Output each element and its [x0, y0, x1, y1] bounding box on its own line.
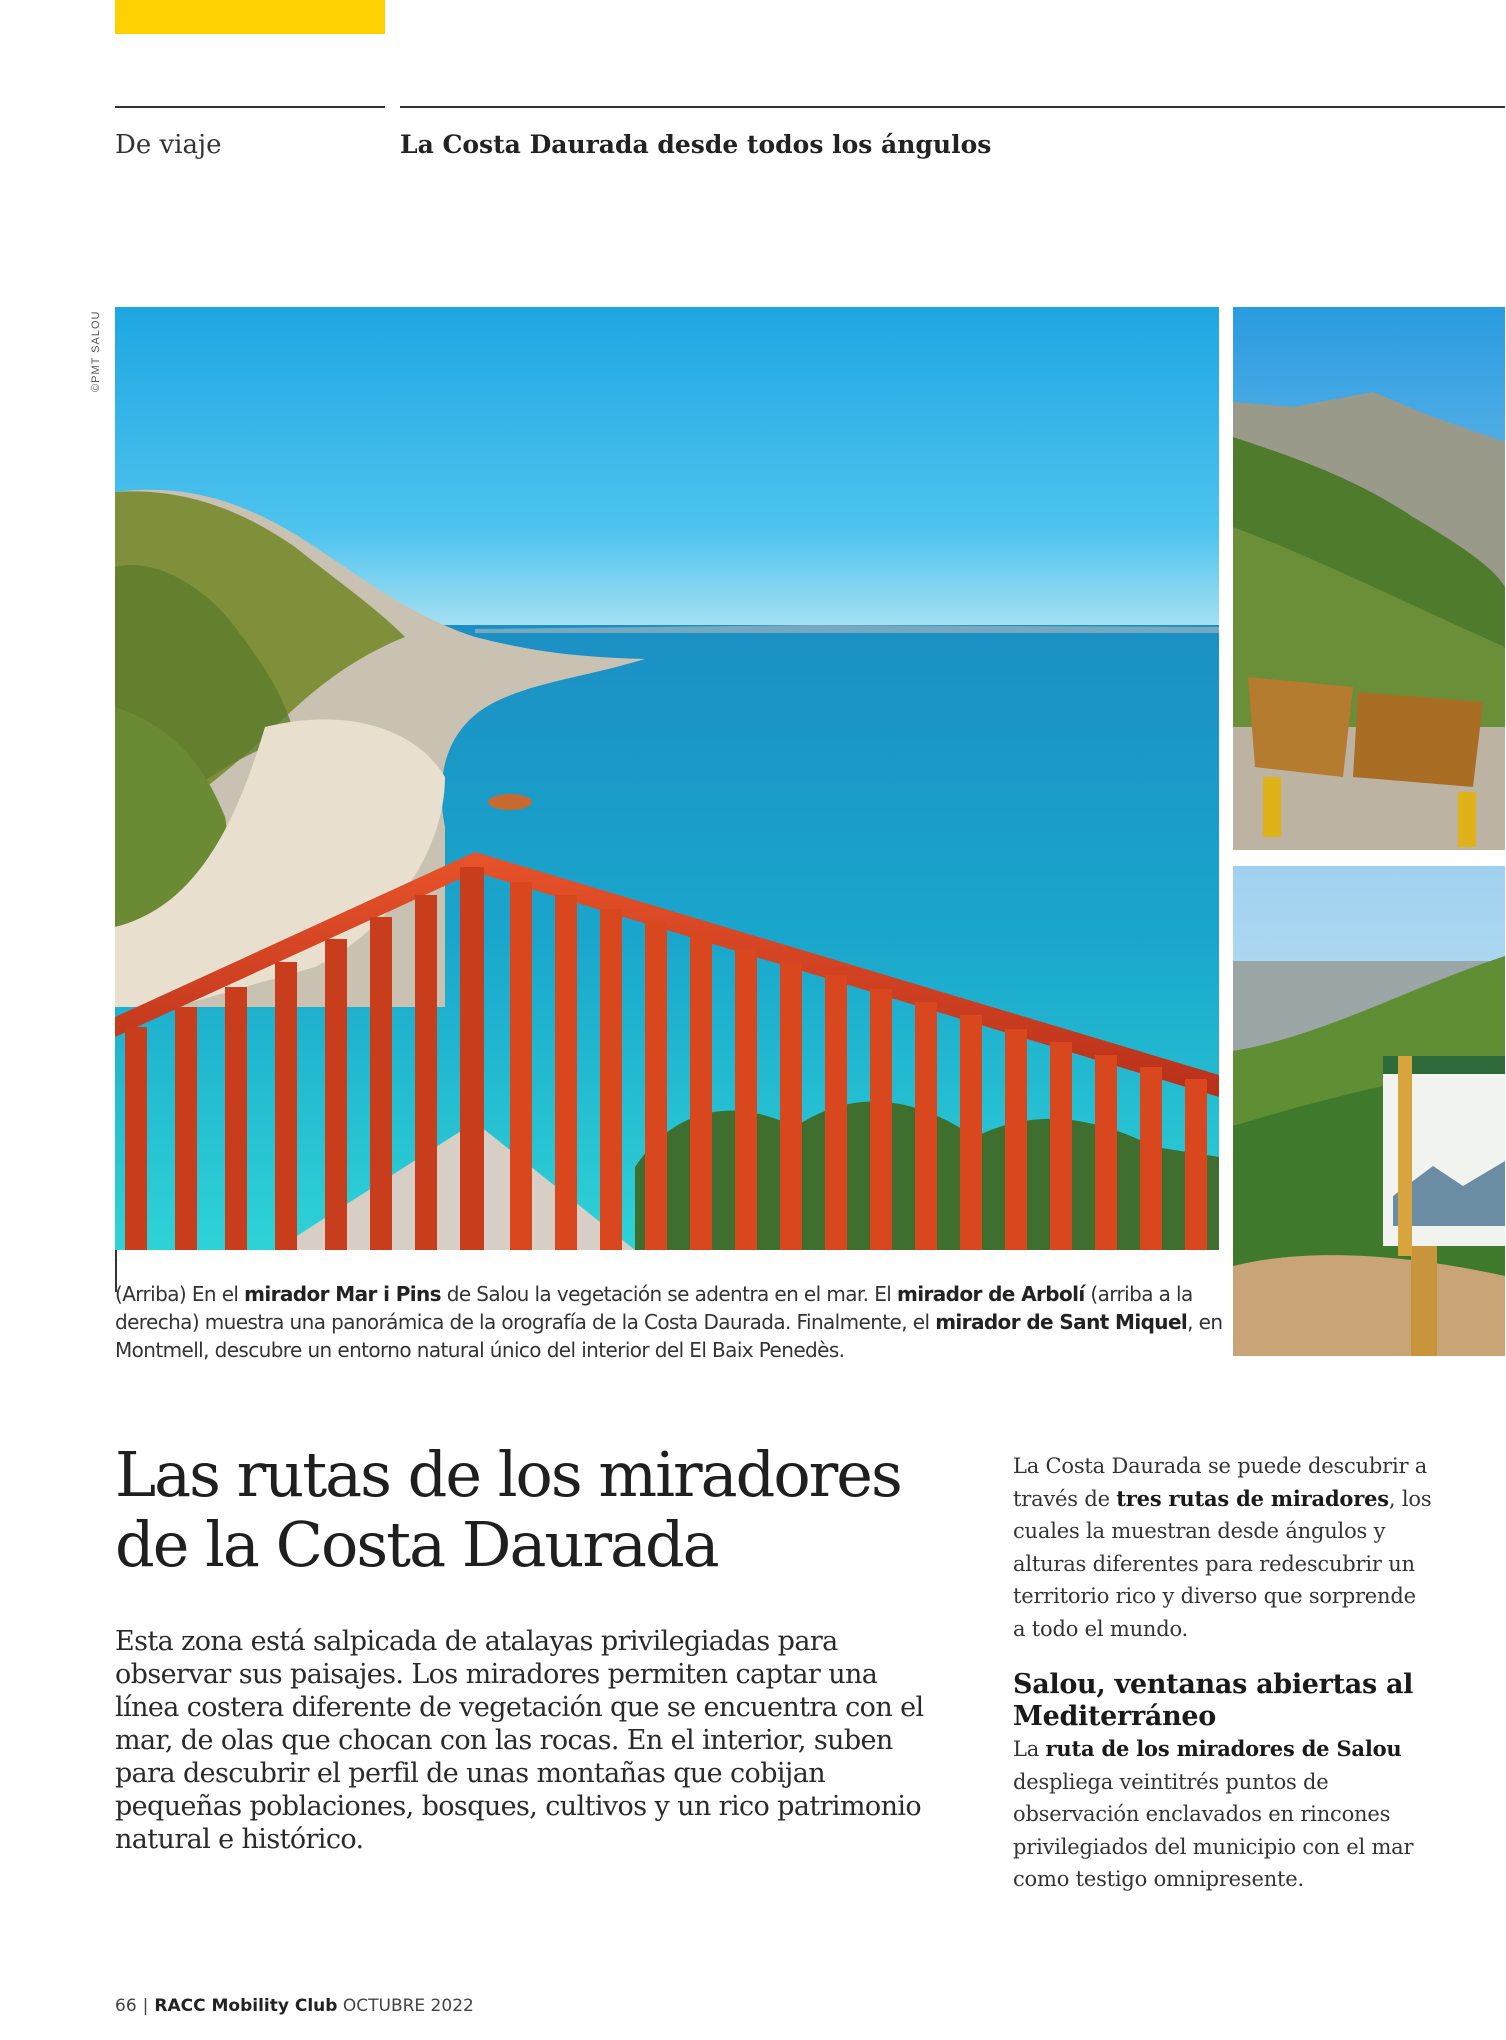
headline-line-1: Las rutas de los miradores [115, 1438, 901, 1511]
side-bold-2: ruta de los miradores de Salou [1045, 1736, 1402, 1761]
side-text-1a: La Costa Daurada se puede descubrir a través de [1013, 1454, 1428, 1511]
side-text-2a: La [1013, 1737, 1046, 1761]
caption-text-1: (Arriba) En el [115, 1282, 245, 1306]
article-intro: Esta zona está salpicada de atalayas privilegiadas para observar sus paisajes. Los miradores permiten captar una línea costera diferente de vegetación que se encuentra con el mar, de olas que chocan con las rocas. En el interior, suben para descubrir el perfil de unas montañas que cobijan pequeñas poblaciones, bosques, cultivos y un rico patrimonio natural e histórico. [115, 1626, 924, 1855]
side-text-2c: despliega veintitrés puntos de observación enclavados en rincones privilegiados del municipio con el mar como testigo omnipresente. [1013, 1769, 1414, 1891]
section-label: De viaje [115, 130, 222, 160]
caption-bold-2: mirador de Arbolí [896, 1282, 1085, 1306]
photo-caption [115, 1280, 1225, 1364]
main-photo-mirador-mar-i-pins [115, 307, 1219, 1250]
caption-bold-1: mirador Mar i Pins [244, 1282, 441, 1306]
footer-separator: | [142, 1996, 149, 2016]
photo-credit: ©PMT SALOU [90, 310, 102, 392]
side-photo-mirador-sant-miquel [1233, 866, 1505, 1356]
footer-brand: RACC Mobility Club [154, 1996, 338, 2016]
page-footer [115, 1996, 474, 2016]
footer-issue: OCTUBRE 2022 [342, 1996, 474, 2016]
caption-bold-3: mirador de Sant Miquel [935, 1310, 1188, 1334]
side-bold-1: tres rutas de miradores [1116, 1485, 1389, 1511]
side-subheading: Salou, ventanas abiertas al Mediterráneo [1013, 1669, 1414, 1732]
header-rule-right [400, 106, 1505, 108]
page-number: 66 [115, 1996, 137, 2016]
accent-bar [115, 0, 385, 34]
header-rule-left [115, 106, 385, 108]
caption-text-3: (arriba a la derecha) muestra una panorámica de la orografía de la Costa Daurada. Finalmente, el [115, 1282, 1193, 1334]
headline-line-2: de la Costa Daurada [115, 1508, 718, 1581]
side-column [1013, 1450, 1433, 1896]
side-paragraph-1 [1013, 1450, 1433, 1645]
caption-text-2: de Salou la vegetación se adentra en el mar. El [440, 1282, 897, 1306]
article-headline [115, 1440, 965, 1580]
side-paragraph-2 [1013, 1733, 1433, 1896]
side-text-1c: , los cuales la muestran desde ángulos y alturas diferentes para redescubrir un territorio rico y diverso que sorprende a todo el mundo. [1013, 1486, 1432, 1641]
running-title: La Costa Daurada desde todos los ángulos [400, 130, 992, 159]
side-photo-mirador-arboli [1233, 307, 1505, 850]
caption-text-4: , en Montmell, descubre un entorno natural único del interior del El Baix Penedès. [115, 1310, 1223, 1362]
